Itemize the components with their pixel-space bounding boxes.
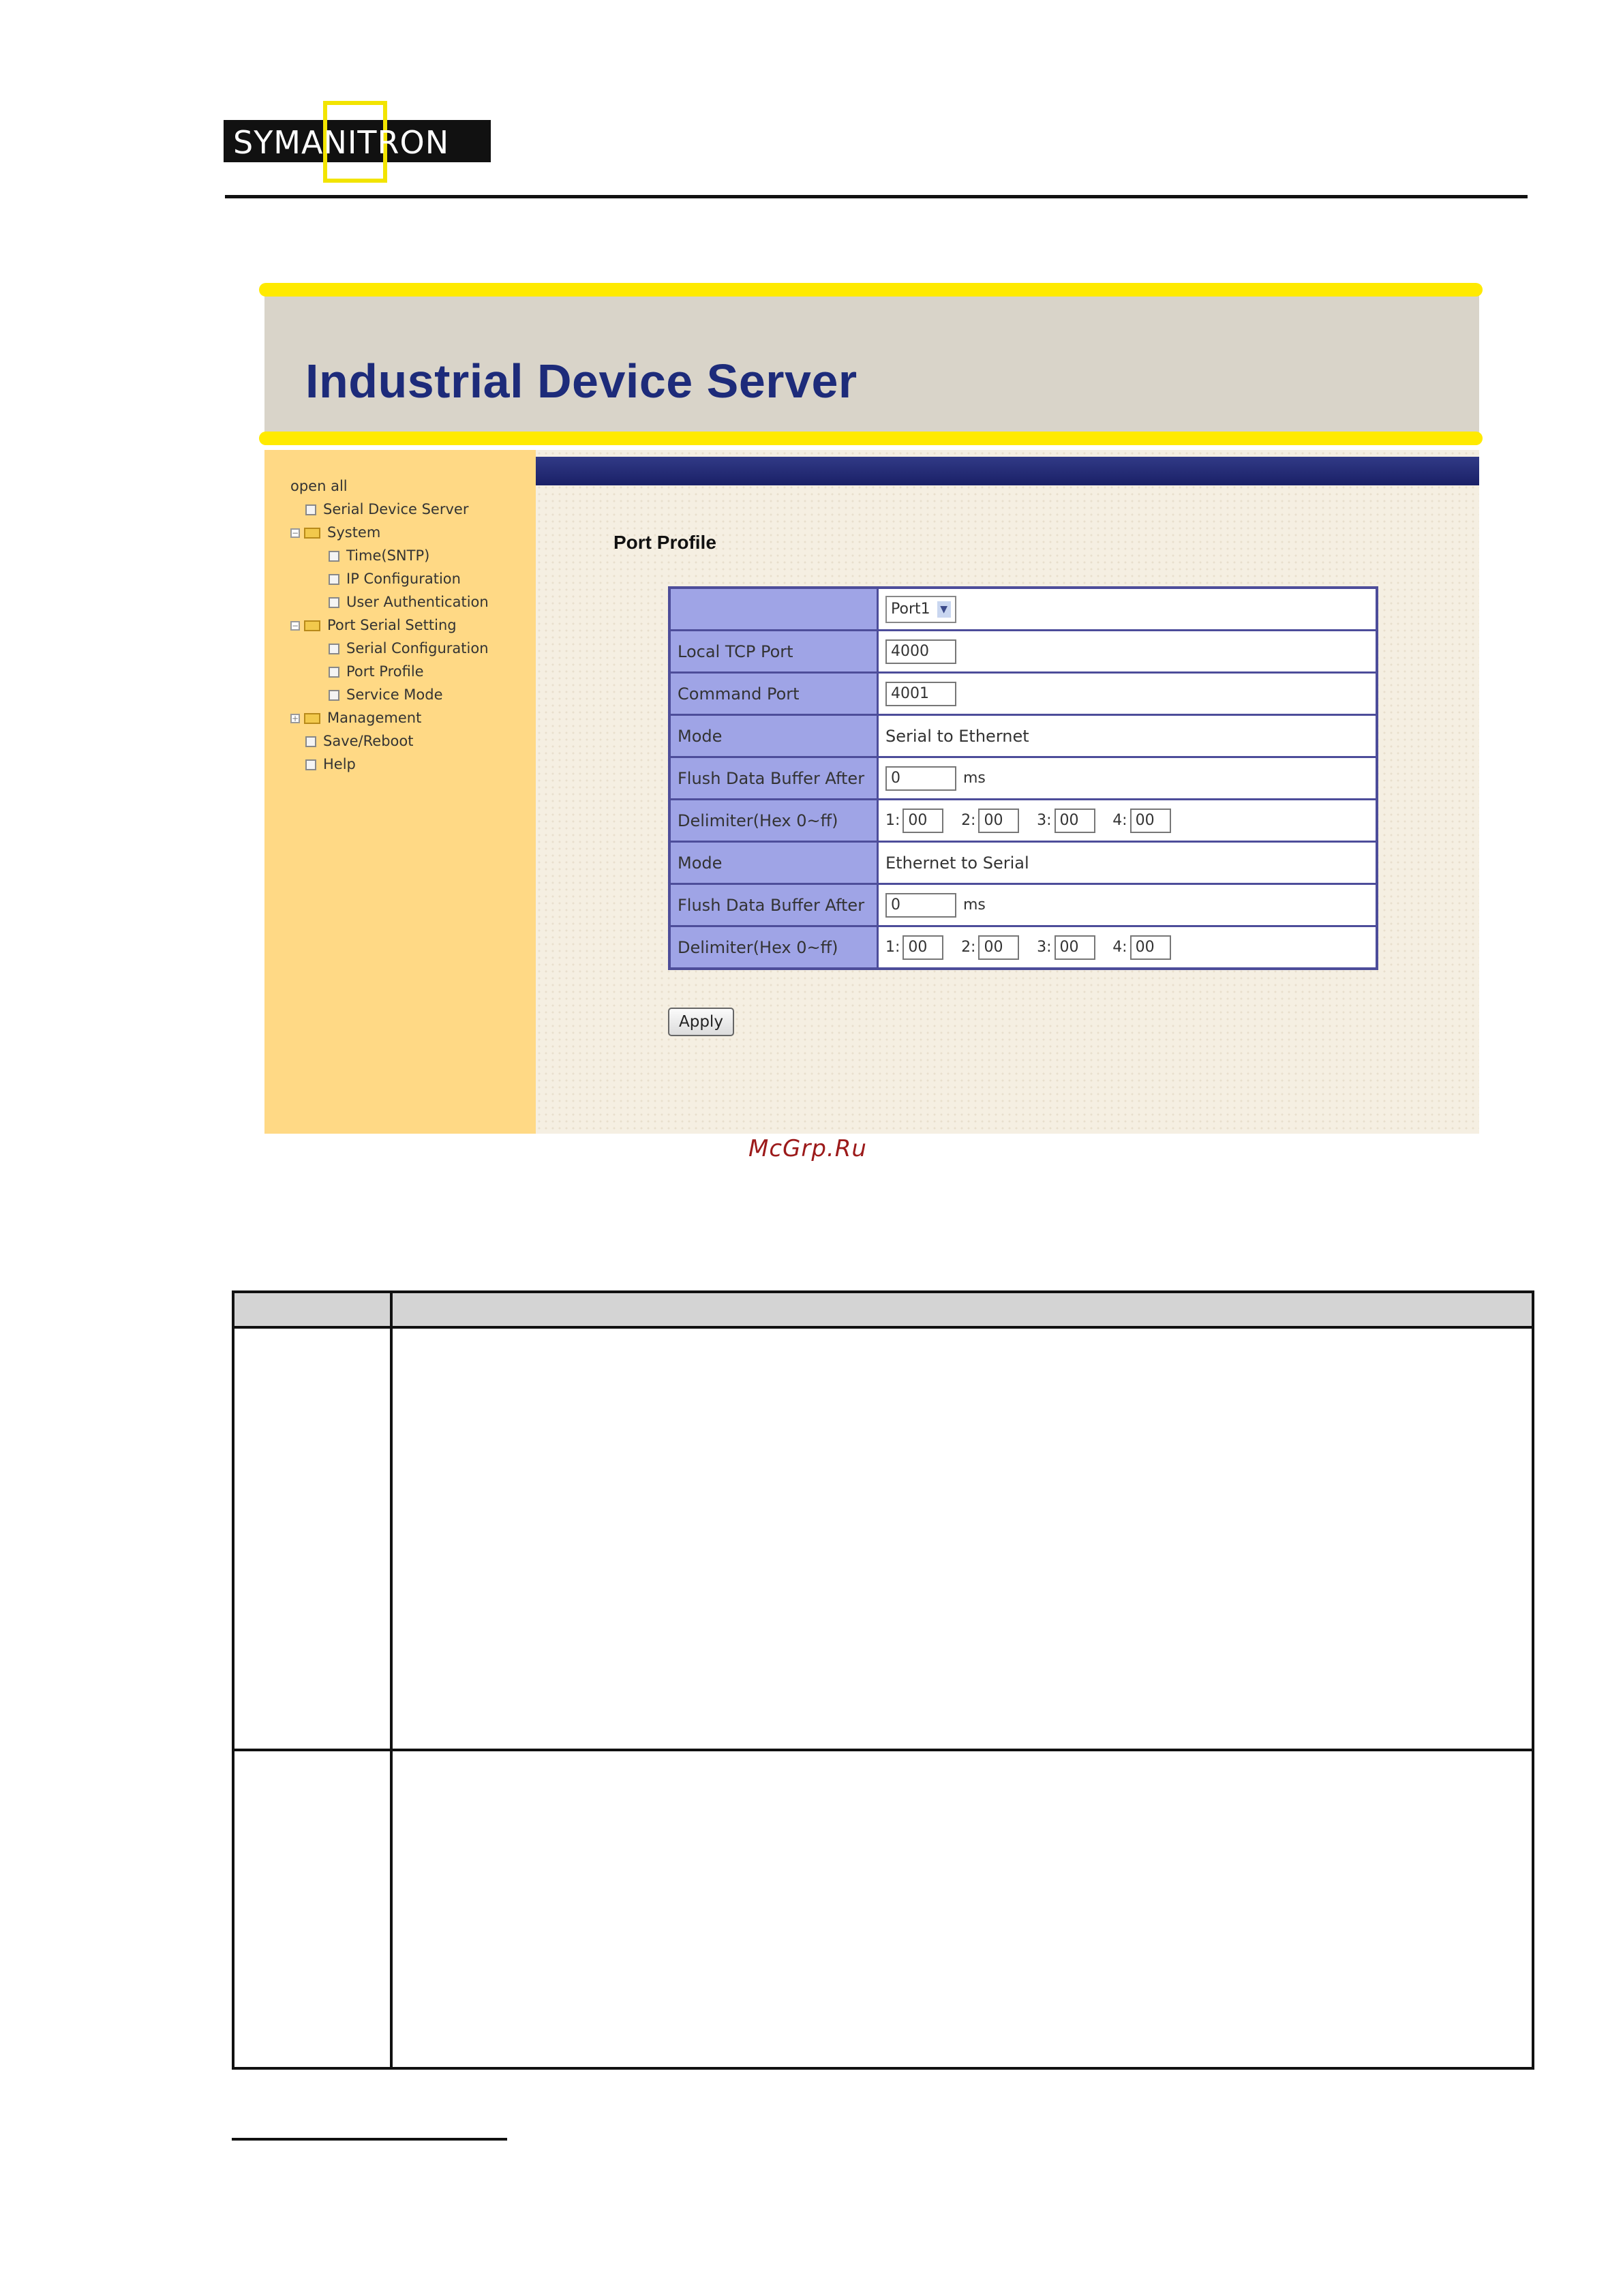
watermark: McGrp.Ru (748, 1135, 867, 1162)
main-content (536, 450, 1479, 1134)
port-label-cell (669, 588, 878, 631)
delimiter-index-3: 3: (1037, 939, 1052, 956)
page-title: Port Profile (613, 532, 716, 553)
delimiter-index-1: 1: (885, 939, 900, 956)
footnote-rule (232, 2138, 507, 2141)
form-row-delimiter-1 (669, 800, 1377, 842)
form-row-mode-2 (669, 842, 1377, 884)
page-icon (329, 644, 339, 654)
delimiter-1-input-3[interactable]: 00 (1055, 809, 1095, 833)
page-icon (305, 736, 316, 747)
sidebar-item-service-mode[interactable] (329, 686, 443, 704)
mode-label-1: Mode (669, 715, 878, 757)
sidebar-item-help[interactable] (305, 755, 356, 773)
delimiter-label-2: Delimiter(Hex 0~ff) (669, 926, 878, 969)
delimiter-2-input-1[interactable]: 00 (902, 935, 943, 960)
sidebar-item-label: Service Mode (346, 686, 443, 703)
table-border (232, 1290, 1534, 2070)
command-port-input[interactable]: 4001 (885, 682, 956, 706)
sidebar-item-label: Management (327, 710, 422, 726)
delimiter-index-4: 4: (1112, 812, 1127, 829)
delimiter-2-input-4[interactable]: 00 (1130, 935, 1171, 960)
form-row-mode-1 (669, 715, 1377, 757)
sidebar-nav-tree (264, 450, 536, 1134)
form-row-command-port (669, 673, 1377, 715)
local-tcp-port-label: Local TCP Port (669, 631, 878, 673)
sidebar-item-label: Serial Device Server (323, 501, 469, 517)
port-select[interactable] (885, 596, 956, 623)
sidebar-item-label: Time(SNTP) (346, 547, 430, 564)
form-row-local-tcp-port (669, 631, 1377, 673)
sidebar-item-label: Port Profile (346, 663, 424, 680)
page-icon (329, 690, 339, 701)
app-title: Industrial Device Server (305, 354, 858, 408)
port-select-value: Port1 (891, 601, 930, 618)
sidebar-item-save-reboot[interactable] (305, 732, 413, 750)
content-header-bar (536, 457, 1479, 485)
page-icon (329, 667, 339, 678)
delimiter-index-1: 1: (885, 812, 900, 829)
page-icon (305, 504, 316, 515)
flush-unit-2: ms (963, 896, 986, 913)
sidebar-item-label: open all (290, 478, 348, 494)
logo-text: SYMANITRON (233, 124, 450, 161)
delimiter-index-2: 2: (961, 939, 976, 956)
folder-icon (304, 620, 320, 631)
banner-bottom-line (259, 432, 1483, 445)
delimiter-1-input-1[interactable]: 00 (902, 809, 943, 833)
sidebar-item-label: Help (323, 756, 356, 772)
delimiter-1-input-4[interactable]: 00 (1130, 809, 1171, 833)
app-banner (264, 286, 1479, 433)
mode-value-1: Serial to Ethernet (878, 715, 1378, 757)
page-icon (305, 759, 316, 770)
mode-label-2: Mode (669, 842, 878, 884)
port-value-cell (878, 588, 1378, 631)
chevron-down-icon[interactable]: ▼ (937, 601, 951, 618)
flush-input-2[interactable]: 0 (885, 893, 956, 918)
sidebar-item-label: IP Configuration (346, 571, 461, 587)
sidebar-item-system[interactable] (290, 524, 380, 541)
form-row-delimiter-2 (669, 926, 1377, 969)
folder-icon (304, 713, 320, 724)
flush-label-1: Flush Data Buffer After (669, 757, 878, 800)
delimiter-label-1: Delimiter(Hex 0~ff) (669, 800, 878, 842)
header-rule (225, 195, 1528, 198)
sidebar-item-serial-device-server[interactable] (305, 500, 468, 518)
apply-button[interactable]: Apply (668, 1008, 734, 1036)
delimiter-1-input-2[interactable]: 00 (978, 809, 1019, 833)
local-tcp-port-input[interactable]: 4000 (885, 639, 956, 664)
sidebar-item-label: Serial Configuration (346, 640, 489, 656)
web-ui-screenshot (259, 276, 1486, 1142)
sidebar-item-user-authentication[interactable] (329, 593, 489, 611)
sidebar-item-serial-configuration[interactable] (329, 639, 489, 657)
folder-icon (304, 528, 320, 539)
port-profile-form (668, 586, 1378, 970)
sidebar-item-label: Save/Reboot (323, 733, 414, 749)
form-row-flush-1 (669, 757, 1377, 800)
flush-input-1[interactable]: 0 (885, 766, 956, 791)
flush-label-2: Flush Data Buffer After (669, 884, 878, 926)
sidebar-item-port-serial-setting[interactable] (290, 616, 457, 634)
page-icon (329, 551, 339, 562)
sidebar-item-port-profile[interactable] (329, 663, 424, 680)
delimiter-index-3: 3: (1037, 812, 1052, 829)
sidebar-item-time-sntp[interactable] (329, 547, 429, 564)
sidebar-item-management[interactable] (290, 709, 421, 727)
sidebar-item-ip-configuration[interactable] (329, 570, 461, 588)
document-table (232, 1290, 1534, 2070)
sidebar-item-label: System (327, 524, 381, 541)
collapse-icon[interactable]: − (292, 621, 299, 631)
collapse-icon[interactable]: − (292, 528, 299, 538)
page-icon (329, 597, 339, 608)
sidebar-item-label: User Authentication (346, 594, 489, 610)
form-row-port (669, 588, 1377, 631)
form-row-flush-2 (669, 884, 1377, 926)
mode-value-2: Ethernet to Serial (878, 842, 1378, 884)
sidebar-item-label: Port Serial Setting (327, 617, 457, 633)
command-port-label: Command Port (669, 673, 878, 715)
delimiter-2-input-2[interactable]: 00 (978, 935, 1019, 960)
delimiter-index-4: 4: (1112, 939, 1127, 956)
page-icon (329, 574, 339, 585)
flush-unit-1: ms (963, 770, 986, 787)
expand-icon[interactable]: + (292, 714, 299, 723)
banner-top-line (259, 283, 1483, 297)
sidebar-item-open-all[interactable] (290, 477, 348, 495)
delimiter-2-input-3[interactable]: 00 (1055, 935, 1095, 960)
delimiter-index-2: 2: (961, 812, 976, 829)
symanitron-logo (224, 101, 491, 183)
